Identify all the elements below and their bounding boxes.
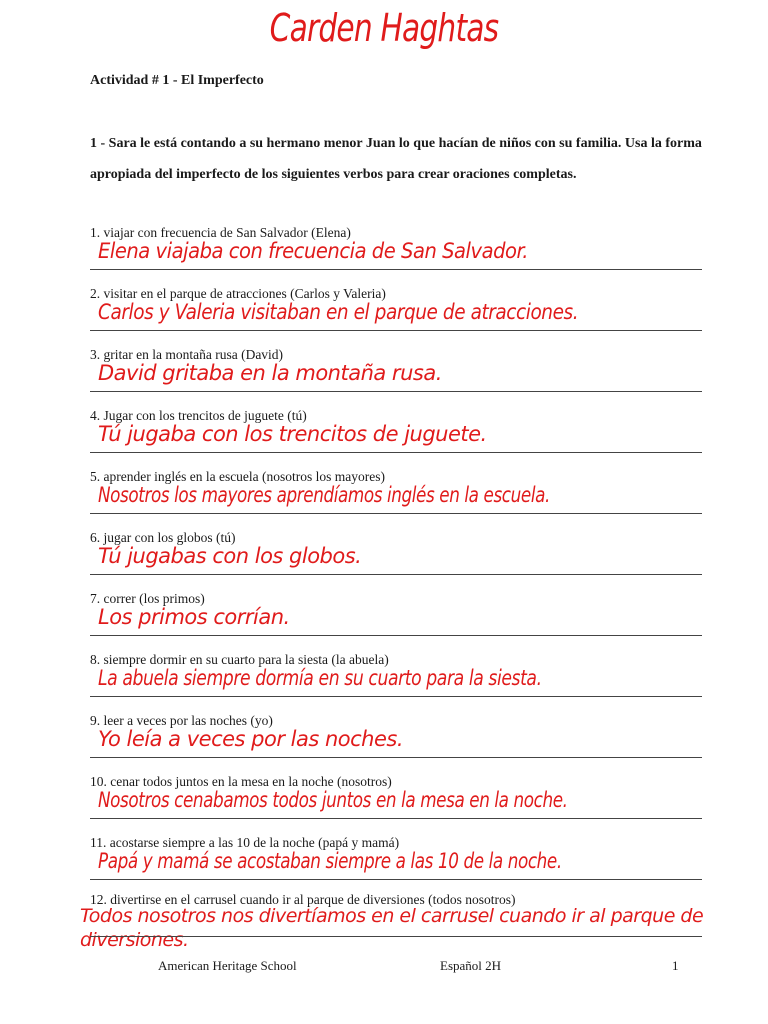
handwritten-answer: Nosotros los mayores aprendíamos inglés en la escuela. xyxy=(98,483,550,507)
footer-page-number: 1 xyxy=(672,958,679,973)
handwritten-answer: Yo leía a veces por las noches. xyxy=(98,727,404,751)
activity-title: Actividad # 1 - El Imperfecto xyxy=(90,73,264,88)
answer-line xyxy=(90,452,702,453)
exercise-item-12 xyxy=(80,892,704,952)
exercise-prompt: 12. divertirse en el carrusel cuando ir al parque de diversiones (todos nosotros) xyxy=(90,892,516,907)
answer-line xyxy=(90,818,702,819)
exercise-item-3 xyxy=(90,347,702,407)
exercise-prompt: 3. gritar en la montaña rusa (David) xyxy=(90,347,284,362)
exercise-prompt: 5. aprender inglés en la escuela (nosotros los mayores) xyxy=(90,469,386,484)
exercise-prompt: 6. jugar con los globos (tú) xyxy=(90,530,236,545)
footer-school: American Heritage School xyxy=(158,958,297,973)
handwritten-answer: Carlos y Valeria visitaban en el parque de atracciones. xyxy=(98,300,579,324)
exercise-prompt: 4. Jugar con los trencitos de juguete (tú) xyxy=(90,408,307,423)
exercise-prompt: 2. visitar en el parque de atracciones (Carlos y Valeria) xyxy=(90,286,386,301)
handwritten-answer: Tú jugaba con los trencitos de juguete. xyxy=(98,422,487,446)
answer-line xyxy=(90,391,702,392)
exercise-item-7 xyxy=(90,591,702,651)
exercise-prompt: 7. correr (los primos) xyxy=(90,591,205,606)
exercise-item-5 xyxy=(90,469,702,529)
exercise-item-2 xyxy=(90,286,702,346)
handwritten-answer: Tú jugabas con los globos. xyxy=(98,544,362,568)
exercise-prompt: 10. cenar todos juntos en la mesa en la noche (nosotros) xyxy=(90,774,392,789)
footer-course: Español 2H xyxy=(440,958,502,973)
handwritten-answer: Los primos corrían. xyxy=(98,605,290,629)
exercise-item-9 xyxy=(90,713,702,773)
answer-line xyxy=(90,696,702,697)
handwritten-answer: Todos nosotros nos divertíamos en el carrusel cuando ir al parque de diversiones. xyxy=(80,905,704,951)
instructions: 1 - Sara le está contando a su hermano menor Juan lo que hacían de niños con su familia. Usa la forma apropiada del imperfecto de los siguientes verbos para crear oraciones completas. xyxy=(90,136,702,182)
handwritten-answer: Papá y mamá se acostaban siempre a las 10 de la noche. xyxy=(98,849,562,873)
handwritten-answer: David gritaba en la montaña rusa. xyxy=(98,361,442,385)
handwritten-answer: La abuela siempre dormía en su cuarto para la siesta. xyxy=(98,666,542,690)
exercise-item-4 xyxy=(90,408,702,468)
exercise-prompt: 8. siempre dormir en su cuarto para la siesta (la abuela) xyxy=(90,652,389,667)
answer-line xyxy=(90,879,702,880)
exercise-item-1 xyxy=(90,225,702,285)
answer-line xyxy=(90,574,702,575)
handwritten-answer: Elena viajaba con frecuencia de San Salvador. xyxy=(98,239,529,263)
student-name-handwritten: Carden Haghtas xyxy=(269,6,499,50)
answer-line xyxy=(90,936,702,937)
exercise-prompt: 1. viajar con frecuencia de San Salvador (Elena) xyxy=(90,225,351,240)
exercise-item-8 xyxy=(90,652,702,712)
answer-line xyxy=(90,330,702,331)
answer-line xyxy=(90,513,702,514)
exercise-prompt: 9. leer a veces por las noches (yo) xyxy=(90,713,273,728)
exercise-item-10 xyxy=(90,774,702,834)
exercise-prompt: 11. acostarse siempre a las 10 de la noche (papá y mamá) xyxy=(90,835,400,850)
answer-line xyxy=(90,635,702,636)
answer-line xyxy=(90,269,702,270)
exercise-item-11 xyxy=(90,835,702,895)
handwritten-answer: Nosotros cenabamos todos juntos en la mesa en la noche. xyxy=(98,788,568,812)
exercise-item-6 xyxy=(90,530,702,590)
answer-line xyxy=(90,757,702,758)
